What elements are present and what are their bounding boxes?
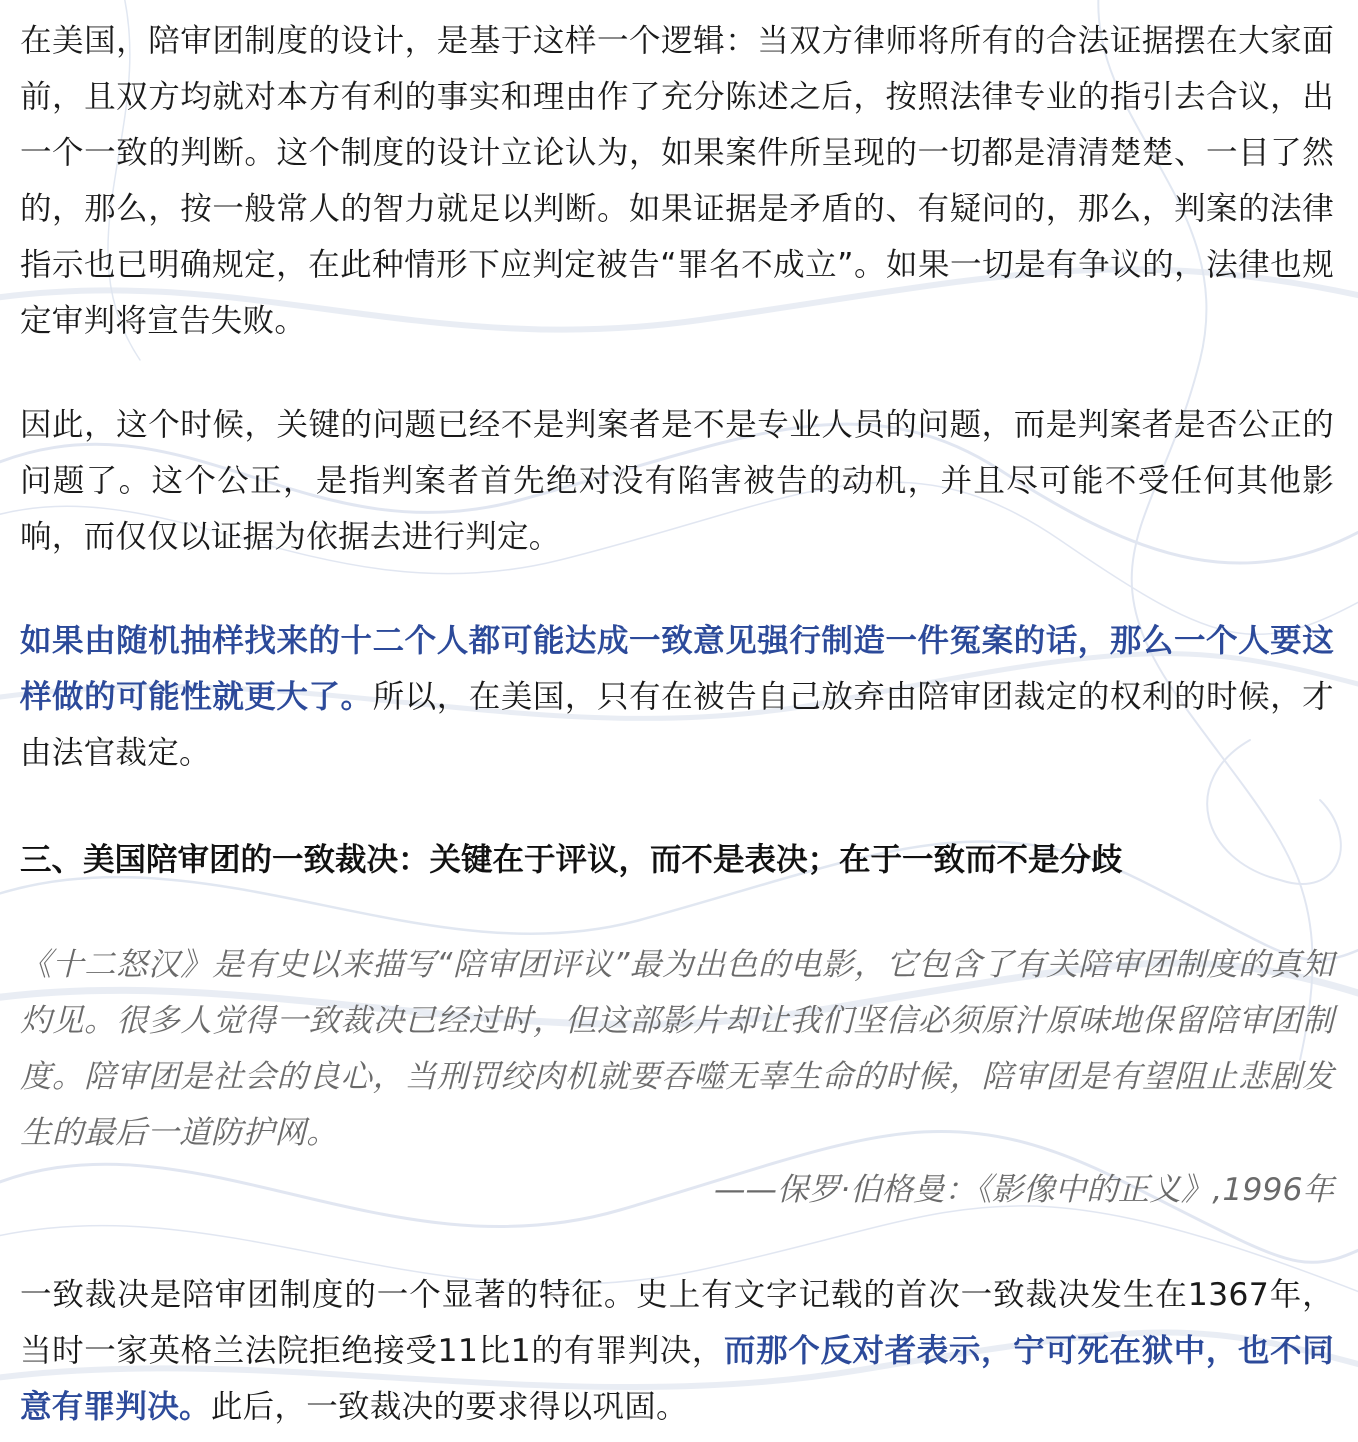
paragraph-unanimous-verdict <box>20 1267 1334 1435</box>
quote-attribution: ——保罗·伯格曼：《影像中的正义》,1996年 <box>714 1172 1334 1208</box>
highlight-text: 而那个反对者表示，宁可死在狱中，也不同意有罪判决。 <box>20 1333 1334 1425</box>
paragraph-fairness: 因此，这个时候，关键的问题已经不是判案者是不是专业人员的问题，而是判案者是否公正的问题了。这个公正，是指判案者首先绝对没有陷害被告的动机，并且尽可能不受任何其他影响，而仅仅以证据为依据去进行判定。 <box>20 407 1334 555</box>
paragraph-jury-design-logic: 在美国，陪审团制度的设计，是基于这样一个逻辑：当双方律师将所有的合法证据摆在大家面前，且双方均就对本方有利的事实和理由作了充分陈述之后，按照法律专业的指引去合议，出一个一致的判断。这个制度的设计立论认为，如果案件所呈现的一切都是清清楚楚、一目了然的，那么，按一般常人的智力就足以判断。如果证据是矛盾的、有疑问的，那么，判案的法律指示也已明确规定，在此种情形下应判定被告“罪名不成立”。如果一切是有争议的，法律也规定审判将宣告失败。 <box>20 23 1334 339</box>
paragraph-text: 所以，在美国，只有在被告自己放弃由陪审团裁定的权利的时候，才由法官裁定。 <box>20 679 1334 771</box>
section-heading: 三、美国陪审团的一致裁决：关键在于评议，而不是表决；在于一致而不是分歧 <box>20 842 1123 878</box>
highlight-text: 如果由随机抽样找来的十二个人都可能达成一致意见强行制造一件冤案的话，那么一个人要这样做的可能性就更大了。 <box>20 623 1334 715</box>
paragraph-text: 此后，一致裁决的要求得以巩固。 <box>210 1389 688 1425</box>
paragraph-text: 一致裁决是陪审团制度的一个显著的特征。史上有文字记载的首次一致裁决发生在1367年，当时一家英格兰法院拒绝接受11比1的有罪判决， <box>20 1277 1334 1369</box>
block-quote: 《十二怒汉》是有史以来描写“陪审团评议”最为出色的电影，它包含了有关陪审团制度的真知灼见。很多人觉得一致裁决已经过时，但这部影片却让我们坚信必须原汁原味地保留陪审团制度。陪审团是社会的良心，当刑罚绞肉机就要吞噬无辜生命的时候，陪审团是有望阻止悲剧发生的最后一道防护网。 <box>20 947 1334 1151</box>
paragraph-random-sampling <box>20 613 1334 781</box>
